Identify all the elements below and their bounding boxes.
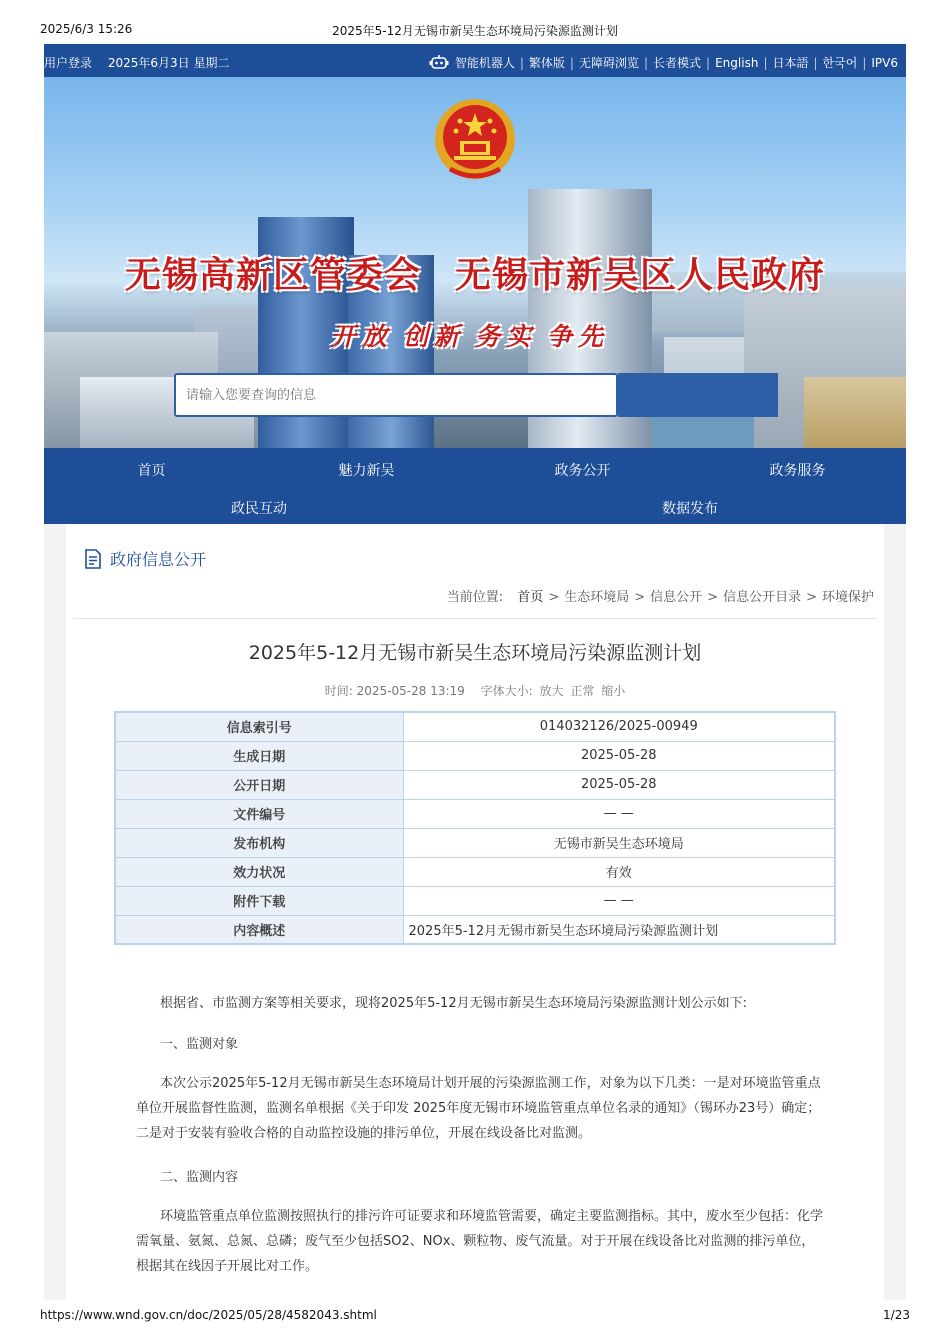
article-title: 2025年5-12月无锡市新吴生态环境局污染源监测计划	[248, 642, 702, 664]
table-row: 附件下载 — —	[115, 886, 835, 915]
topbar-link-japanese[interactable]: 日本語	[772, 56, 809, 70]
robot-icon	[429, 54, 449, 72]
topbar-link-korean[interactable]: 한국어	[822, 56, 858, 70]
print-header	[40, 22, 910, 40]
section-title: 政府信息公开	[84, 547, 206, 570]
banner	[44, 77, 906, 448]
topbar-link-accessibility[interactable]: 无障碍浏览	[578, 56, 639, 70]
info-table	[114, 711, 836, 945]
content-panel	[66, 524, 884, 1300]
print-title: 2025年5-12月无锡市新吴生态环境局污染源监测计划	[332, 24, 618, 38]
table-row: 内容概述 2025年5-12月无锡市新吴生态环境局污染源监测计划	[115, 915, 835, 944]
topbar-link-traditional[interactable]: 繁体版	[528, 56, 565, 70]
nav-data-release[interactable]: 数据发布	[662, 501, 718, 517]
body-heading-1: 一、监测对象	[160, 1037, 239, 1052]
topbar-link-ipv6[interactable]: IPV6	[871, 56, 898, 70]
banner-title-left: 无锡高新区管委会	[124, 255, 421, 296]
current-date: 2025年6月3日 星期二	[107, 56, 230, 70]
table-row: 公开日期 2025-05-28	[115, 770, 835, 799]
font-smaller[interactable]: 缩小	[601, 684, 626, 698]
print-footer	[40, 1308, 910, 1326]
table-row: 生成日期 2025-05-28	[115, 741, 835, 770]
nav-charm-xinwu[interactable]: 魅力新吴	[338, 463, 395, 479]
nav-gov-services[interactable]: 政务服务	[769, 463, 826, 479]
search-input[interactable]	[176, 375, 616, 415]
login-link[interactable]: 用户登录	[44, 56, 93, 70]
body-heading-2: 二、监测内容	[160, 1170, 239, 1185]
breadcrumb-env-protection[interactable]: 环境保护	[821, 590, 874, 605]
main-nav	[44, 448, 906, 524]
search-button[interactable]	[618, 373, 778, 417]
banner-title	[44, 247, 906, 298]
divider	[74, 618, 876, 619]
breadcrumb-label: 当前位置:	[446, 590, 504, 605]
search-box	[174, 373, 618, 417]
print-url: https://www.wnd.gov.cn/doc/2025/05/28/4582043.shtml	[40, 1308, 377, 1322]
breadcrumb-home[interactable]: 首页	[517, 590, 544, 605]
body-intro: 根据省、市监测方案等相关要求，现将2025年5-12月无锡市新吴生态环境局污染源监测计划公示如下:	[160, 996, 747, 1011]
topbar-link-elder-mode[interactable]: 长者模式	[653, 56, 702, 70]
font-normal[interactable]: 正常	[570, 684, 595, 698]
breadcrumb-eco-bureau[interactable]: 生态环境局	[564, 590, 630, 605]
topbar-link-english[interactable]: English	[715, 56, 759, 70]
national-emblem-icon	[430, 95, 520, 185]
banner-slogan: 开放 创新 务实 争先	[330, 322, 610, 351]
font-larger[interactable]: 放大	[539, 684, 564, 698]
nav-gov-affairs-open[interactable]: 政务公开	[554, 463, 611, 479]
publish-time: 2025-05-28 13:19	[356, 684, 465, 698]
table-row: 效力状况 有效	[115, 857, 835, 886]
document-icon	[84, 549, 102, 569]
table-row: 信息索引号 014032126/2025-00949	[115, 712, 835, 741]
print-datetime: 2025/6/3 15:26	[40, 22, 133, 36]
top-bar: 用户登录 2025年6月3日 星期二 智能机器人 | 繁体版 | 无障碍浏览 | 长者模式 | English | 日本語 | 한국어 | IPV6	[44, 44, 906, 77]
body-paragraph-2: 环境监管重点单位监测按照执行的排污许可证要求和环境监管需要，确定主要监测指标。其中，废水至少包括：化学需氧量、氨氮、总氮、总磷；废气至少包括SO2、NOx、颗粒物、废气流量。对于开展在线设备比对监测的排污单位，根据其在线因子开展比对工作。	[136, 1209, 824, 1274]
nav-interaction[interactable]: 政民互动	[231, 501, 287, 517]
breadcrumb: 当前位置: 首页 > 生态环境局 > 信息公开 > 信息公开目录 > 环境保护	[446, 590, 874, 605]
breadcrumb-info-catalog[interactable]: 信息公开目录	[723, 590, 802, 605]
table-row: 发布机构 无锡市新吴生态环境局	[115, 828, 835, 857]
nav-home[interactable]: 首页	[137, 463, 166, 479]
banner-title-right: 无锡市新吴区人民政府	[455, 255, 826, 296]
topbar-link-robot[interactable]: 智能机器人	[454, 56, 515, 70]
site	[44, 44, 906, 1300]
table-row: 文件编号 — —	[115, 799, 835, 828]
page-number: 1/23	[883, 1308, 910, 1322]
breadcrumb-info-open[interactable]: 信息公开	[650, 590, 703, 605]
body-paragraph-1: 本次公示2025年5-12月无锡市新吴生态环境局计划开展的污染源监测工作，对象为以下几类：一是对环境监管重点单位开展监督性监测，监测名单根据《关于印发 2025年度无锡市环境监管重点单位名录的通知》（锡环办23号）确定；二是对于安装有验收合格的自动监控设施的排污单位，开展在线设备比对监测。	[136, 1076, 821, 1141]
article-meta: 时间: 2025-05-28 13:19 字体大小: 放大 正常 缩小	[324, 684, 626, 698]
